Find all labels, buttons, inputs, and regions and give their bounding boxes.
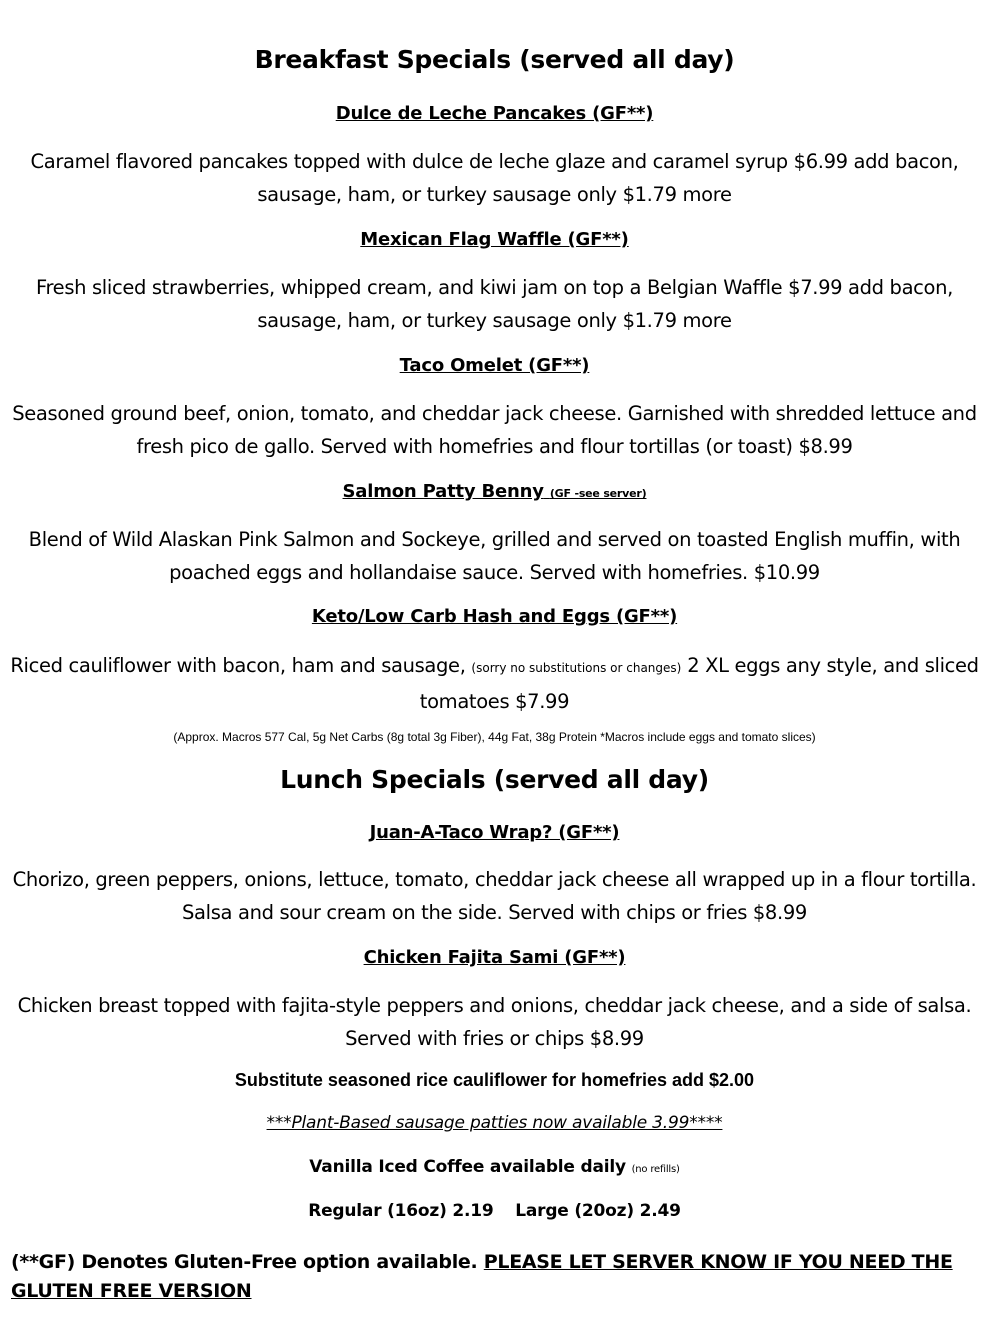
- coffee-large-price: Large (20oz) 2.49: [515, 1201, 681, 1221]
- item-name-flag-waffle: Mexican Flag Waffle (GF**): [360, 229, 629, 250]
- item-name-salmon-benny-text: Salmon Patty Benny: [342, 481, 544, 502]
- item-name-keto-hash: Keto/Low Carb Hash and Eggs (GF**): [311, 606, 678, 627]
- substitute-note: Substitute seasoned rice cauliflower for homefries add $2.00: [234, 1070, 755, 1090]
- item-name-fajita-sami: Chicken Fajita Sami (GF**): [363, 947, 626, 968]
- iced-coffee-title: Vanilla Iced Coffee available daily: [309, 1157, 626, 1177]
- item-desc-taco-omelet: Seasoned ground beef, onion, tomato, and cheddar jack cheese. Garnished with shredded lettuce and fresh pico de gallo. Served with homefries and flour tortillas (or toast) $8.99: [12, 402, 977, 458]
- gluten-free-warning: PLEASE LET SERVER KNOW IF YOU NEED THE GLUTEN FREE VERSION: [11, 1251, 953, 1302]
- plant-based-note: ***Plant-Based sausage patties now available 3.99****: [266, 1113, 723, 1133]
- iced-coffee-sizes: [0, 1201, 989, 1221]
- item-desc-keto-hash-a: Riced cauliflower with bacon, ham and sausage,: [10, 654, 466, 677]
- item-desc-salmon-benny: Blend of Wild Alaskan Pink Salmon and Sockeye, grilled and served on toasted English muffin, with poached eggs and hollandaise sauce. Served with homefries. $10.99: [28, 528, 961, 584]
- breakfast-title: Breakfast Specials (served all day): [254, 45, 735, 74]
- item-name-taco-wrap: Juan-A-Taco Wrap? (GF**): [369, 822, 620, 843]
- item-desc-keto-hash-note: (sorry no substitutions or changes): [471, 661, 682, 675]
- keto-macros-note: (Approx. Macros 577 Cal, 5g Net Carbs (8g total 3g Fiber), 44g Fat, 38g Protein *Macros include eggs and tomato slices): [173, 730, 816, 744]
- item-name-salmon-benny: [0, 481, 989, 502]
- item-desc-flag-waffle: Fresh sliced strawberries, whipped cream, and kiwi jam on top a Belgian Waffle $7.99 add bacon, sausage, ham, or turkey sausage only $1.79 more: [36, 276, 953, 332]
- lunch-title: Lunch Specials (served all day): [280, 765, 709, 794]
- item-desc-keto-hash-b: 2 XL eggs any style, and sliced tomatoes $7.99: [419, 654, 979, 713]
- iced-coffee-line: [0, 1157, 989, 1177]
- item-note-salmon-benny: (GF -see server): [549, 487, 647, 500]
- iced-coffee-note: (no refills): [631, 1164, 680, 1175]
- item-desc-keto-hash: [10, 649, 979, 718]
- gluten-free-notice: (**GF) Denotes Gluten-Free option available.: [11, 1251, 478, 1273]
- item-desc-fajita-sami: Chicken breast topped with fajita-style peppers and onions, cheddar jack cheese, and a side of salsa. Served with fries or chips $8.99: [17, 994, 972, 1050]
- item-desc-dulce-pancakes: Caramel flavored pancakes topped with dulce de leche glaze and caramel syrup $6.99 add bacon, sausage, ham, or turkey sausage only $1.79 more: [30, 150, 959, 206]
- gluten-free-footer: [11, 1248, 971, 1306]
- item-name-taco-omelet: Taco Omelet (GF**): [399, 355, 590, 376]
- coffee-regular-price: Regular (16oz) 2.19: [308, 1201, 494, 1221]
- item-name-dulce-pancakes: Dulce de Leche Pancakes (GF**): [335, 103, 654, 124]
- item-desc-taco-wrap: Chorizo, green peppers, onions, lettuce, tomato, cheddar jack cheese all wrapped up in a flour tortilla. Salsa and sour cream on the side. Served with chips or fries $8.99: [12, 868, 977, 924]
